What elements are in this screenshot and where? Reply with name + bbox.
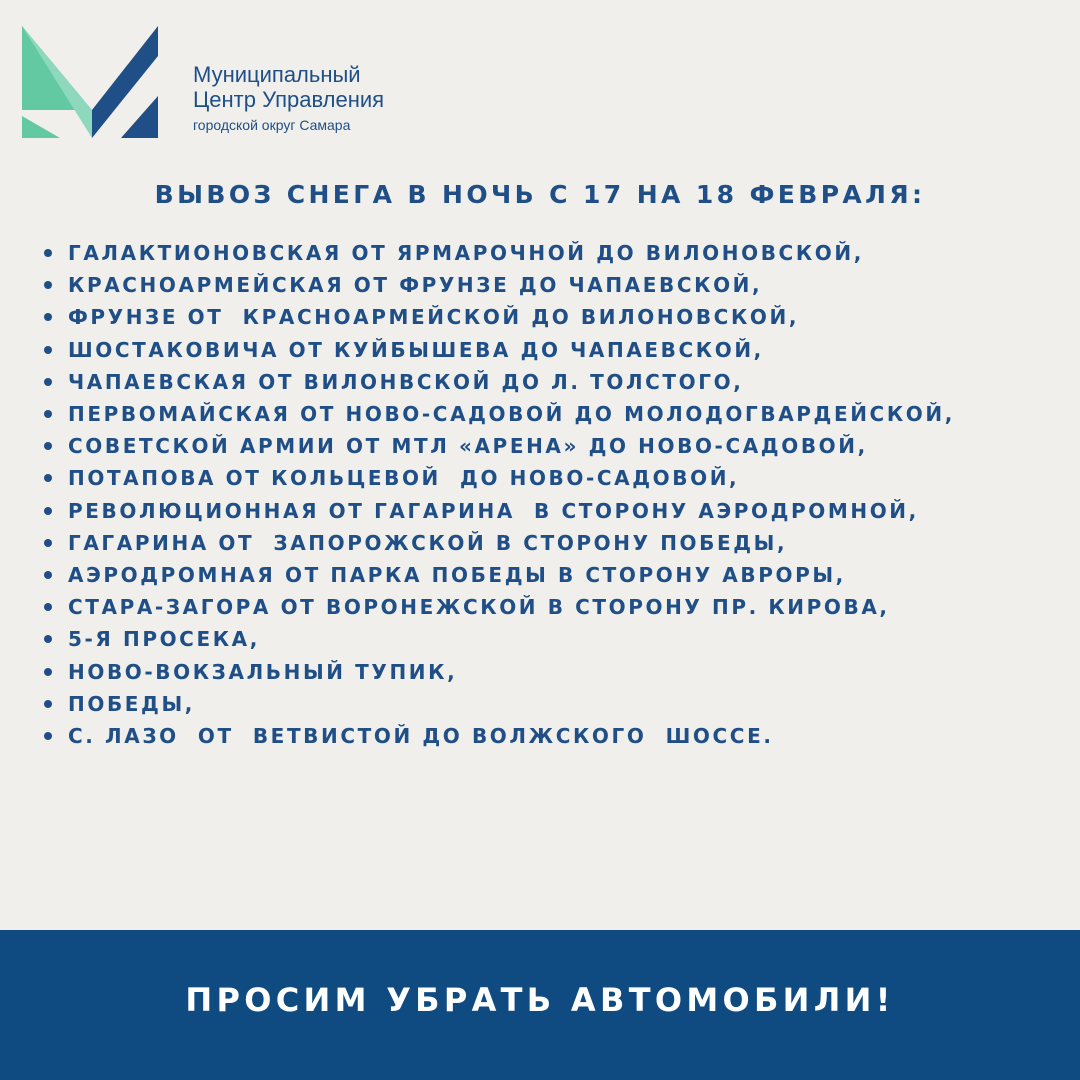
street-list-item [44,430,1074,462]
street-list-item [44,398,1074,430]
street-text: ПОТАПОВА ОТ КОЛЬЦЕВОЙ ДО НОВО-САДОВОЙ, [68,466,740,491]
logo-text [193,62,384,136]
bullet-icon [44,281,52,289]
street-text: РЕВОЛЮЦИОННАЯ ОТ ГАГАРИНА В СТОРОНУ АЭРОДРОМНОЙ, [68,498,919,523]
logo-mark-icon [22,24,160,140]
bullet-icon [44,539,52,547]
street-text: СОВЕТСКОЙ АРМИИ ОТ МТЛ «АРЕНА» ДО НОВО-САДОВОЙ, [68,434,868,459]
street-text: НОВО-ВОКЗАЛЬНЫЙ ТУПИК, [68,659,458,684]
street-text: ПОБЕДЫ, [68,691,195,716]
bullet-icon [44,507,52,515]
street-list-item [44,656,1074,688]
street-list-item [44,366,1074,398]
street-text: ЧАПАЕВСКАЯ ОТ ВИЛОНВСКОЙ ДО Л. ТОЛСТОГО, [68,369,744,394]
organization-logo [22,24,462,144]
logo-title-line-1: Муниципальный [193,62,361,87]
bullet-icon [44,732,52,740]
bullet-icon [44,603,52,611]
street-list-item [44,591,1074,623]
bullet-icon [44,346,52,354]
street-text: 5-Я ПРОСЕКА, [68,627,260,652]
street-list-item [44,462,1074,494]
bullet-icon [44,635,52,643]
street-list-item [44,334,1074,366]
street-list-item [44,527,1074,559]
street-text: СТАРА-ЗАГОРА ОТ ВОРОНЕЖСКОЙ В СТОРОНУ ПР. КИРОВА, [68,595,890,620]
street-text: ФРУНЗЕ ОТ КРАСНОАРМЕЙСКОЙ ДО ВИЛОНОВСКОЙ, [68,305,800,330]
bullet-icon [44,668,52,676]
footer-call-to-action: ПРОСИМ УБРАТЬ АВТОМОБИЛИ! [185,981,895,1019]
logo-title-line-2: Центр Управления [193,87,385,112]
street-text: ШОСТАКОВИЧА ОТ КУЙБЫШЕВА ДО ЧАПАЕВСКОЙ, [68,337,764,362]
bullet-icon [44,442,52,450]
logo-blue-corner [121,96,158,138]
street-text: КРАСНОАРМЕЙСКАЯ ОТ ФРУНЗЕ ДО ЧАПАЕВСКОЙ, [68,273,763,298]
street-text: АЭРОДРОМНАЯ ОТ ПАРКА ПОБЕДЫ В СТОРОНУ АВРОРЫ, [68,563,846,588]
street-list-item [44,720,1074,752]
street-text: ГАГАРИНА ОТ ЗАПОРОЖСКОЙ В СТОРОНУ ПОБЕДЫ, [68,530,788,555]
bullet-icon [44,313,52,321]
street-text: С. ЛАЗО ОТ ВЕТВИСТОЙ ДО ВОЛЖСКОГО ШОССЕ. [68,724,774,749]
footer-banner [0,930,1080,1080]
street-list-item [44,237,1074,269]
street-text: ПЕРВОМАЙСКАЯ ОТ НОВО-САДОВОЙ ДО МОЛОДОГВАРДЕЙСКОЙ, [68,402,955,427]
logo-bottom-green-triangle [22,116,60,138]
bullet-icon [44,474,52,482]
street-list-item [44,269,1074,301]
street-list-item [44,559,1074,591]
street-list-item [44,495,1074,527]
bullet-icon [44,571,52,579]
street-list [44,237,1074,752]
street-list-item [44,301,1074,333]
bullet-icon [44,410,52,418]
street-list-item [44,688,1074,720]
street-list-item [44,623,1074,655]
street-text: ГАЛАКТИОНОВСКАЯ ОТ ЯРМАРОЧНОЙ ДО ВИЛОНОВСКОЙ, [68,241,864,265]
bullet-icon [44,249,52,257]
bullet-icon [44,378,52,386]
logo-subtitle: городской округ Самара [193,117,351,133]
announcement-title: ВЫВОЗ СНЕГА В НОЧЬ С 17 НА 18 ФЕВРАЛЯ: [154,180,926,209]
bullet-icon [44,700,52,708]
